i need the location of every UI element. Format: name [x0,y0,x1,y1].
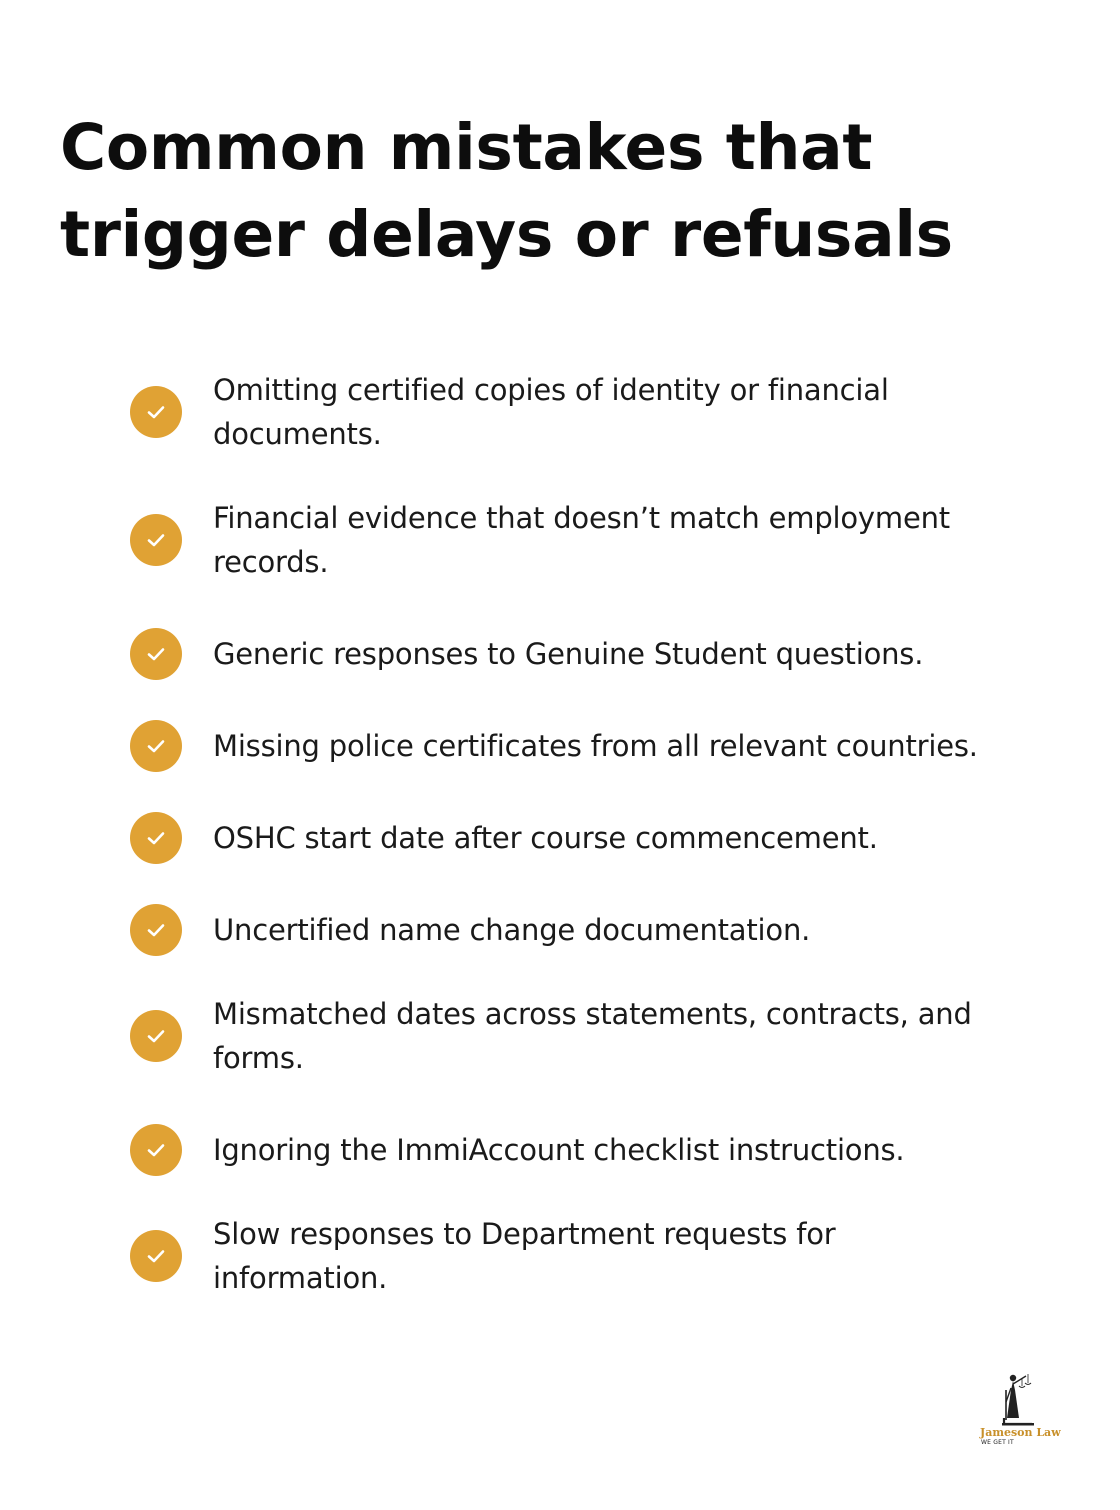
check-circle-icon [130,628,182,680]
check-circle-icon [130,904,182,956]
check-circle-icon [130,1010,182,1062]
check-circle-icon [130,812,182,864]
logo-name: Jameson Law [980,1426,1061,1439]
list-item [130,992,1030,1080]
list-item [130,720,1030,772]
list-item [130,1212,1030,1300]
list-item-text: Ignoring the ImmiAccount checklist instructions. [213,1133,905,1167]
check-circle-icon [130,386,182,438]
check-circle-icon [130,1230,182,1282]
list-item [130,496,1030,584]
list-item-text: Uncertified name change documentation. [213,913,811,947]
list-item-text: Missing police certificates from all relevant countries. [213,729,978,763]
list-item [130,812,1030,864]
list-item [130,904,1030,956]
page-title: Common mistakes that trigger delays or refusals [60,111,953,271]
check-circle-icon [130,514,182,566]
check-circle-icon [130,720,182,772]
list-item-text: Financial evidence that doesn’t match employment records. [213,501,950,579]
list-item-text: Slow responses to Department requests for information. [213,1217,836,1295]
logo-tagline: WE GET IT [981,1439,1014,1446]
lady-justice-icon [976,1370,1056,1430]
list-item-text: Mismatched dates across statements, contracts, and forms. [213,997,972,1075]
check-circle-icon [130,1124,182,1176]
list-item [130,628,1030,680]
list-item [130,368,1030,456]
list-item-text: Generic responses to Genuine Student questions. [213,637,924,671]
list-item-text: Omitting certified copies of identity or financial documents. [213,373,889,451]
list-item-text: OSHC start date after course commencement. [213,821,878,855]
list-item [130,1124,1030,1176]
